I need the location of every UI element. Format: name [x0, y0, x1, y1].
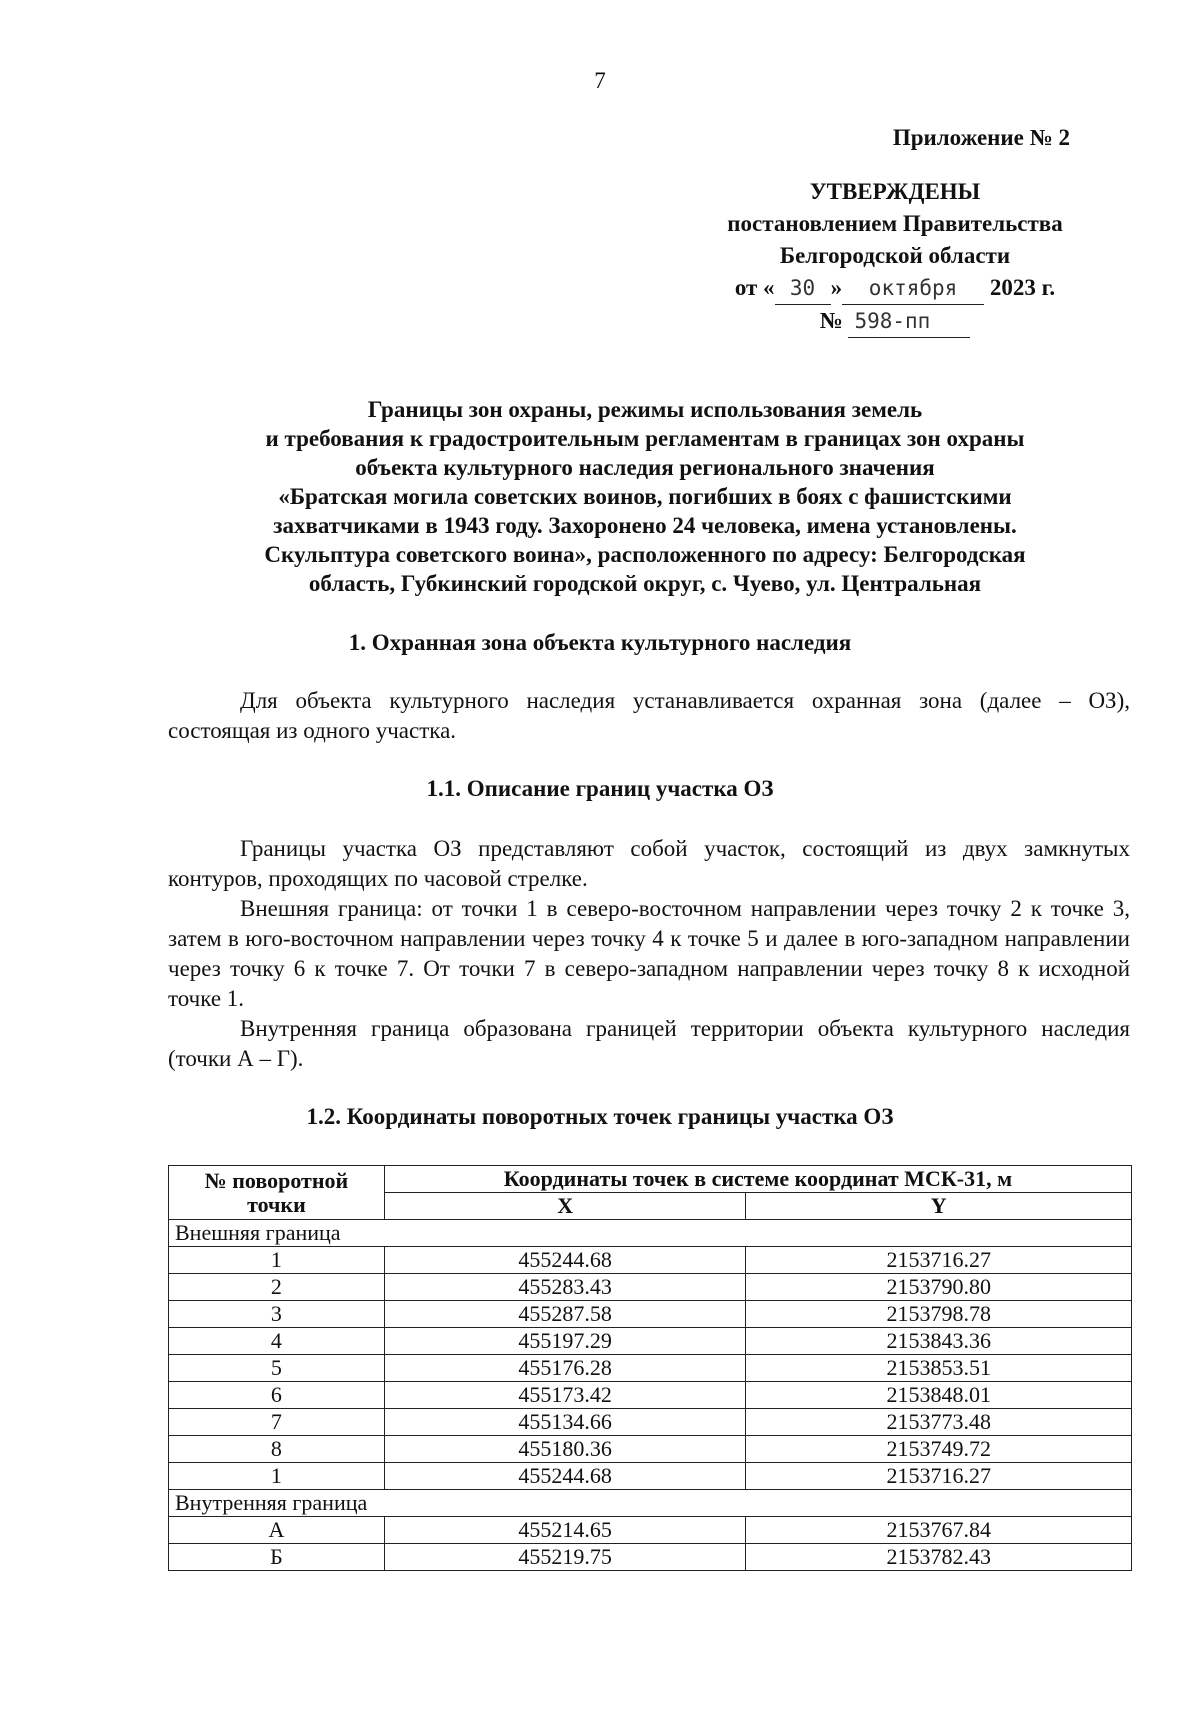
paragraph: Границы участка ОЗ представляют собой участок, состоящий из двух замкнутых контуров, проходящих по часовой стрелке. — [168, 836, 1130, 891]
table-row — [169, 1517, 1132, 1544]
section-1-1-text — [168, 834, 1130, 1074]
header-point: № поворотной точки — [169, 1166, 385, 1220]
number-prefix: № — [819, 308, 843, 333]
point-cell: 3 — [169, 1301, 385, 1328]
y-cell: 2153767.84 — [746, 1517, 1132, 1544]
approved-by-line2: Белгородской области — [779, 243, 1011, 268]
point-cell: 5 — [169, 1355, 385, 1382]
x-cell: 455180.36 — [384, 1436, 746, 1463]
point-cell: А — [169, 1517, 385, 1544]
table-row — [169, 1544, 1132, 1571]
x-cell: 455244.68 — [384, 1247, 746, 1274]
approval-date — [660, 272, 1130, 305]
date-day: 30 — [775, 272, 831, 305]
title-line: «Братская могила советских воинов, погибших в боях с фашистскими — [278, 484, 1012, 509]
point-cell: 8 — [169, 1436, 385, 1463]
number-value: 598-пп — [848, 305, 970, 338]
x-cell: 455287.58 — [384, 1301, 746, 1328]
point-cell: 1 — [169, 1463, 385, 1490]
title-line: область, Губкинский городской округ, с. Чуево, ул. Центральная — [308, 571, 982, 596]
point-cell: Б — [169, 1544, 385, 1571]
approval-number — [660, 305, 1130, 338]
y-cell: 2153716.27 — [746, 1463, 1132, 1490]
table-row — [169, 1436, 1132, 1463]
point-cell: 1 — [169, 1247, 385, 1274]
table-row — [169, 1463, 1132, 1490]
paragraph: Внешняя граница: от точки 1 в северо-восточном направлении через точку 2 к точке 3, затем в юго-восточном направлении через точку 4 к точке 5 и далее в юго-западном направлении через точку 6 к точке 7. От точки 7 в северо-западном направлении через точку 8 к исходной точке 1. — [168, 896, 1130, 1011]
date-mid: » — [830, 275, 843, 300]
point-cell: 6 — [169, 1382, 385, 1409]
header-coords: Координаты точек в системе координат МСК-31, м — [384, 1166, 1131, 1193]
x-cell: 455173.42 — [384, 1382, 746, 1409]
approval-block — [660, 122, 1130, 338]
title-line: объекта культурного наследия регионального значения — [355, 455, 935, 480]
y-cell: 2153749.72 — [746, 1436, 1132, 1463]
point-cell: 4 — [169, 1328, 385, 1355]
table-row — [169, 1301, 1132, 1328]
x-cell: 455244.68 — [384, 1463, 746, 1490]
y-cell: 2153790.80 — [746, 1274, 1132, 1301]
group-label: Внутренняя граница — [169, 1490, 1132, 1517]
table-row — [169, 1382, 1132, 1409]
title-line: захватчиками в 1943 году. Захоронено 24 человека, имена установлены. — [273, 513, 1017, 538]
table-row — [169, 1409, 1132, 1436]
approved-by-line1: постановлением Правительства — [727, 211, 1063, 236]
section-1-heading: 1. Охранная зона объекта культурного наследия — [348, 630, 852, 655]
x-cell: 455219.75 — [384, 1544, 746, 1571]
title-line: и требования к градостроительным регламентам в границах зон охраны — [265, 426, 1025, 451]
date-year: 2023 г. — [989, 275, 1056, 300]
y-cell: 2153773.48 — [746, 1409, 1132, 1436]
table-row — [169, 1247, 1132, 1274]
page-number: 7 — [594, 68, 606, 93]
title-line: Скульптура советского воина», расположенного по адресу: Белгородская — [264, 542, 1026, 567]
x-cell: 455283.43 — [384, 1274, 746, 1301]
y-cell: 2153848.01 — [746, 1382, 1132, 1409]
section-1-text — [168, 686, 1130, 746]
table-row — [169, 1274, 1132, 1301]
date-prefix: от « — [734, 275, 775, 300]
paragraph: Внутренняя граница образована границей территории объекта культурного наследия (точки А – Г). — [168, 1016, 1130, 1071]
point-cell: 2 — [169, 1274, 385, 1301]
y-cell: 2153782.43 — [746, 1544, 1132, 1571]
section-1-1-heading: 1.1. Описание границ участка ОЗ — [426, 776, 774, 801]
header-x: X — [384, 1193, 746, 1220]
date-month: октября — [842, 272, 984, 305]
group-label: Внешняя граница — [169, 1220, 1132, 1247]
appendix-label: Приложение № 2 — [892, 125, 1070, 150]
title-line: Границы зон охраны, режимы использования земель — [367, 397, 923, 422]
header-y: Y — [746, 1193, 1132, 1220]
y-cell: 2153843.36 — [746, 1328, 1132, 1355]
x-cell: 455197.29 — [384, 1328, 746, 1355]
approved-label: УТВЕРЖДЕНЫ — [809, 179, 981, 204]
table-row — [169, 1328, 1132, 1355]
coordinates-table — [168, 1165, 1132, 1571]
x-cell: 455176.28 — [384, 1355, 746, 1382]
paragraph: Для объекта культурного наследия устанавливается охранная зона (далее – ОЗ), состоящая из одного участка. — [168, 688, 1130, 743]
x-cell: 455134.66 — [384, 1409, 746, 1436]
section-1-2-heading: 1.2. Координаты поворотных точек границы участка ОЗ — [306, 1104, 894, 1129]
point-cell: 7 — [169, 1409, 385, 1436]
x-cell: 455214.65 — [384, 1517, 746, 1544]
y-cell: 2153716.27 — [746, 1247, 1132, 1274]
document-title — [180, 395, 1110, 598]
table-row — [169, 1355, 1132, 1382]
y-cell: 2153853.51 — [746, 1355, 1132, 1382]
y-cell: 2153798.78 — [746, 1301, 1132, 1328]
